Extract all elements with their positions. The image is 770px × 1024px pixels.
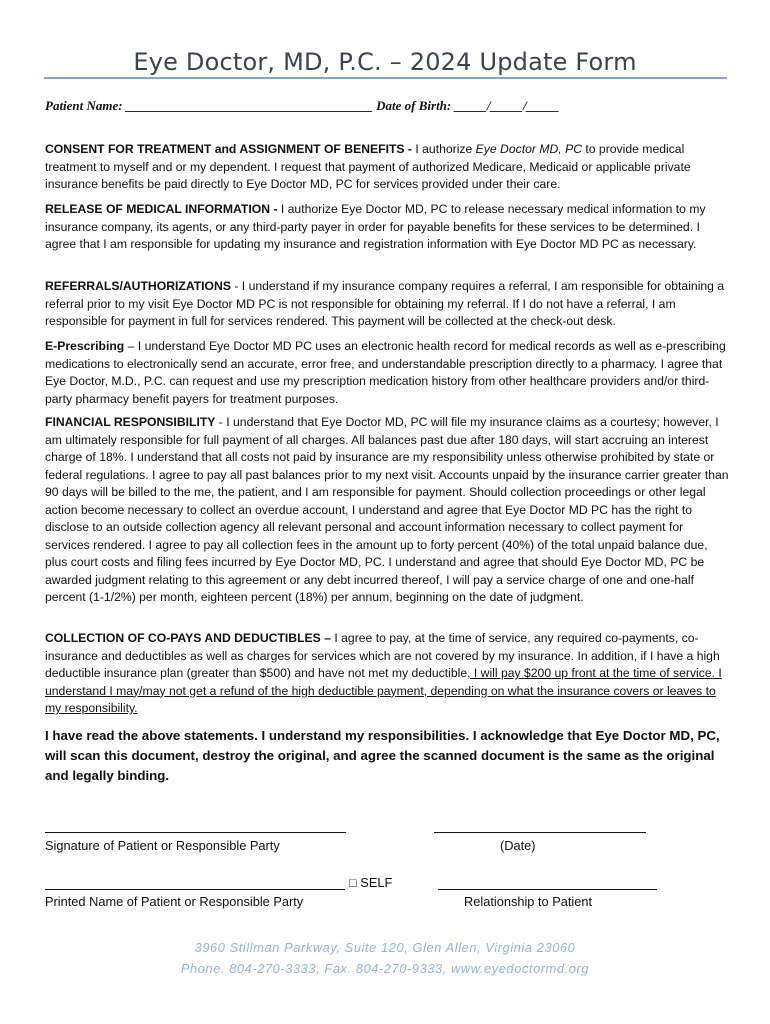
self-checkbox[interactable]: □ SELF — [349, 875, 393, 890]
financial-text: - I understand that Eye Doctor MD, PC will file my insurance claims as a courtesy; however, I am ultimately responsible for full payment of all charges. All balances past due after 180 days, will start accruing an interest charge of 18%. I understand that all costs not paid by insurance are my responsibility unless otherwise prohibited by state or federal regulations. I agree to pay all past balances prior to my next visit. Accounts unpaid by the insurance carrier greater than 90 days will be billed to the me, the patient, and I am responsible for payment. Should collection proceedings or other legal action become necessary to collect an overdue account, I understand and agree that Eye Doctor MD PC has the right to disclose to an outside collection agency all relevant personal and account information necessary to collect payment for services rendered. I agree to pay all collection fees in the amount up to forty percent (40%) of the total unpaid balance due, plus court costs and filing fees incurred by Eye Doctor MD, PC. I understand and agree that should Eye Doctor MD, PC be awarded judgment relating to this agreement or any debt incurred thereof, I will pay a service charge of one and one-half percent (1-1/2%) per month, eighteen percent (18%) per annum, beginning on the date of judgment. — [45, 415, 729, 604]
relationship-line[interactable] — [438, 889, 657, 890]
eprescribing-section — [45, 338, 730, 408]
financial-section — [45, 414, 730, 607]
consent-heading: CONSENT FOR TREATMENT and ASSIGNMENT OF BENEFITS - — [45, 142, 416, 156]
printed-name-label: Printed Name of Patient or Responsible Party — [45, 894, 304, 909]
release-heading: RELEASE OF MEDICAL INFORMATION - — [45, 202, 281, 216]
relationship-label: Relationship to Patient — [464, 894, 593, 909]
signature-line[interactable] — [45, 832, 346, 833]
consent-text-a: I authorize — [415, 142, 476, 156]
referrals-heading: REFERRALS/AUTHORIZATIONS — [45, 279, 231, 293]
release-text: I authorize Eye Doctor MD, PC to release necessary medical information to my insurance company, its agents, or any third-party payer in order for payable benefits for these services to be determined. I agree that I am responsible for updating my insurance and registration information with Eye Doctor MD PC as necessary. — [45, 202, 706, 251]
footer-contact: Phone. 804-270-3333, Fax. 804-270-9333, www.eyedoctormd.org — [180, 961, 590, 976]
eprescribing-text: – I understand Eye Doctor MD PC uses an electronic health record for medical records as well as e-prescribing medications to electronically send an accurate, error free, and understandable prescription directly to a pharmacy. I agree that Eye Doctor, M.D., P.C. can request and use my prescription medication history from other healthcare providers and/or third-party pharmacy benefit payers for treatment purposes. — [45, 339, 726, 406]
consent-italic-practice: Eye Doctor MD, PC — [475, 142, 582, 156]
patient-name-dob-line[interactable]: Patient Name: ______________________________________ Date of Birth: _____/_____/_____ — [45, 98, 560, 113]
date-label: (Date) — [500, 838, 536, 853]
printed-name-line[interactable] — [45, 889, 345, 890]
release-section — [45, 201, 730, 254]
consent-section — [45, 141, 730, 194]
title-divider — [44, 77, 727, 79]
date-line[interactable] — [434, 832, 646, 833]
eprescribing-heading: E-Prescribing — [45, 339, 125, 353]
copays-underlined-text: , I will pay $200 up front at the time of service. I understand I may/may not get a refund of the high deductible payment, depending on what the insurance covers or leaves to my responsibility. — [45, 666, 722, 715]
page-title: Eye Doctor, MD, P.C. – 2024 Update Form — [133, 48, 637, 76]
copays-heading: COLLECTION OF CO-PAYS AND DEDUCTIBLES – — [45, 631, 331, 645]
referrals-text: - I understand if my insurance company requires a referral, I am responsible for obtaining a referral prior to my visit Eye Doctor MD PC is not responsible for obtaining my referral. If I do not have a referral, I am responsible for payment in full for services rendered. This payment will be collected at the check-out desk. — [45, 279, 725, 328]
footer-address: 3960 Stillman Parkway, Suite 120, Glen Allen, Virginia 23060 — [194, 940, 576, 955]
acknowledgement-statement: I have read the above statements. I understand my responsibilities. I acknowledge that Eye Doctor MD, PC, will scan this document, destroy the original, and agree the scanned document is the same as the original and legally binding. — [45, 728, 720, 783]
copays-text: I agree to pay, at the time of service, any required co-payments, co-insurance and deductibles as well as charges for services which are not covered by my insurance. In addition, if I have a high deductible insurance plan (greater than $500) and have not met my deductible — [45, 631, 720, 680]
copays-section — [45, 630, 730, 718]
referrals-section — [45, 278, 730, 331]
financial-heading: FINANCIAL RESPONSIBILITY — [45, 415, 216, 429]
signature-label: Signature of Patient or Responsible Party — [45, 838, 280, 853]
consent-text-b: to provide medical treatment to myself and or my dependent. I request that payment of authorized Medicare, Medicaid or applicable private insurance benefits be paid directly to Eye Doctor MD, PC for services provided under their care. — [45, 142, 691, 191]
